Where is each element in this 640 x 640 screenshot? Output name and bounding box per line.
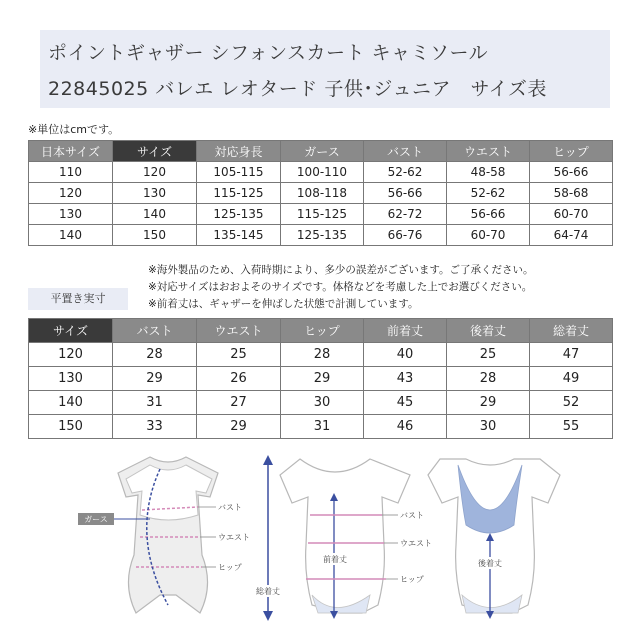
table-cell: 49: [530, 367, 613, 391]
unit-note: ※単位はcmです。: [28, 123, 120, 136]
arrow-head-down: [263, 611, 273, 621]
table-cell: 31: [113, 391, 197, 415]
size-table-header-row: [29, 141, 613, 162]
measurement-diagram: [0, 445, 640, 640]
front-waist-label: ウエスト: [400, 539, 432, 548]
size-header-girth: ガース: [281, 141, 364, 162]
table-cell: 115-125: [281, 204, 364, 225]
table-cell: 28: [447, 367, 530, 391]
flat-measure-table: [28, 318, 613, 439]
size-header-size: サイズ: [113, 141, 197, 162]
table-cell: 56-66: [530, 162, 613, 183]
note-line: ※前着丈は、ギャザーを伸ばした状態で計測しています。: [148, 298, 419, 310]
table-cell: 110: [29, 162, 113, 183]
flat-table-header-row: [29, 319, 613, 343]
table-cell: 52: [530, 391, 613, 415]
table-row: [29, 183, 613, 204]
back-arrow-head-down: [486, 611, 494, 619]
table-cell: 29: [113, 367, 197, 391]
table-cell: 29: [197, 415, 281, 439]
table-cell: 40: [364, 343, 447, 367]
table-cell: 28: [113, 343, 197, 367]
front-leotard-outline: [280, 459, 410, 613]
table-cell: 56-66: [364, 183, 447, 204]
table-cell: 140: [29, 225, 113, 246]
table-cell: 46: [364, 415, 447, 439]
table-cell: 140: [29, 391, 113, 415]
bust-label: バスト: [218, 503, 242, 512]
table-cell: 108-118: [281, 183, 364, 204]
table-cell: 58-68: [530, 183, 613, 204]
arrow-head-up: [263, 455, 273, 465]
table-cell: 130: [113, 183, 197, 204]
flat-header-bust: バスト: [113, 319, 197, 343]
table-cell: 28: [281, 343, 364, 367]
table-cell: 45: [364, 391, 447, 415]
table-cell: 125-135: [197, 204, 281, 225]
table-cell: 30: [447, 415, 530, 439]
table-cell: 130: [29, 204, 113, 225]
table-cell: 26: [197, 367, 281, 391]
hip-label: ヒップ: [218, 563, 242, 572]
product-title-line-1: ポイントギャザー シフォンスカート キャミソール: [48, 42, 489, 64]
back-leotard-figure: [428, 459, 560, 619]
back-leotard-outline: [428, 459, 560, 613]
table-cell: 29: [281, 367, 364, 391]
size-header-bust: バスト: [364, 141, 447, 162]
table-cell: 125-135: [281, 225, 364, 246]
size-table: [28, 140, 613, 246]
table-row: [29, 162, 613, 183]
table-cell: 52-62: [364, 162, 447, 183]
flat-header-total-length: 総着丈: [530, 319, 613, 343]
table-cell: 66-76: [364, 225, 447, 246]
table-cell: 62-72: [364, 204, 447, 225]
table-cell: 33: [113, 415, 197, 439]
size-header-jp-size: 日本サイズ: [29, 141, 113, 162]
product-title-line-2: 22845025 バレエ レオタード 子供･ジュニア サイズ表: [48, 78, 547, 100]
table-cell: 60-70: [530, 204, 613, 225]
table-cell: 105-115: [197, 162, 281, 183]
table-row: [29, 415, 613, 439]
title-banner: [40, 30, 610, 108]
table-cell: 115-125: [197, 183, 281, 204]
table-cell: 25: [447, 343, 530, 367]
table-row: [29, 391, 613, 415]
table-row: [29, 343, 613, 367]
flat-header-size: サイズ: [29, 319, 113, 343]
flat-header-waist: ウエスト: [197, 319, 281, 343]
back-length-label: 後着丈: [478, 559, 502, 568]
table-cell: 27: [197, 391, 281, 415]
table-cell: 130: [29, 367, 113, 391]
note-line: ※対応サイズはおおよそのサイズです。体格などを考慮した上でお選びください。: [148, 281, 533, 293]
table-cell: 120: [29, 183, 113, 204]
table-cell: 47: [530, 343, 613, 367]
table-cell: 60-70: [447, 225, 530, 246]
waist-label: ウエスト: [218, 533, 250, 542]
table-cell: 30: [281, 391, 364, 415]
table-cell: 48-58: [447, 162, 530, 183]
flat-measure-label: 平置き実寸: [28, 288, 128, 310]
front-length-label: 前着丈: [323, 555, 347, 564]
table-cell: 100-110: [281, 162, 364, 183]
table-cell: 43: [364, 367, 447, 391]
table-row: [29, 367, 613, 391]
table-row: [29, 204, 613, 225]
table-cell: 120: [29, 343, 113, 367]
front-bust-label: バスト: [400, 511, 424, 520]
flat-header-front-length: 前着丈: [364, 319, 447, 343]
table-cell: 31: [281, 415, 364, 439]
body-girth-figure: [78, 457, 250, 613]
table-cell: 29: [447, 391, 530, 415]
girth-label: ガース: [84, 515, 108, 524]
table-cell: 120: [113, 162, 197, 183]
note-line: ※海外製品のため、入荷時期により、多少の誤差がございます。ご了承ください。: [148, 264, 534, 276]
size-notes: [148, 262, 534, 313]
front-hip-label: ヒップ: [400, 575, 424, 584]
table-cell: 25: [197, 343, 281, 367]
table-cell: 52-62: [447, 183, 530, 204]
size-header-height: 対応身長: [197, 141, 281, 162]
size-header-hip: ヒップ: [530, 141, 613, 162]
flat-header-back-length: 後着丈: [447, 319, 530, 343]
table-cell: 135-145: [197, 225, 281, 246]
flat-header-hip: ヒップ: [281, 319, 364, 343]
table-cell: 56-66: [447, 204, 530, 225]
front-arrow-head-down: [330, 611, 338, 619]
front-leotard-figure: [253, 455, 432, 621]
table-cell: 150: [29, 415, 113, 439]
table-cell: 64-74: [530, 225, 613, 246]
table-cell: 55: [530, 415, 613, 439]
table-cell: 140: [113, 204, 197, 225]
total-length-label: 総着丈: [256, 587, 280, 596]
table-cell: 150: [113, 225, 197, 246]
size-header-waist: ウエスト: [447, 141, 530, 162]
table-row: [29, 225, 613, 246]
